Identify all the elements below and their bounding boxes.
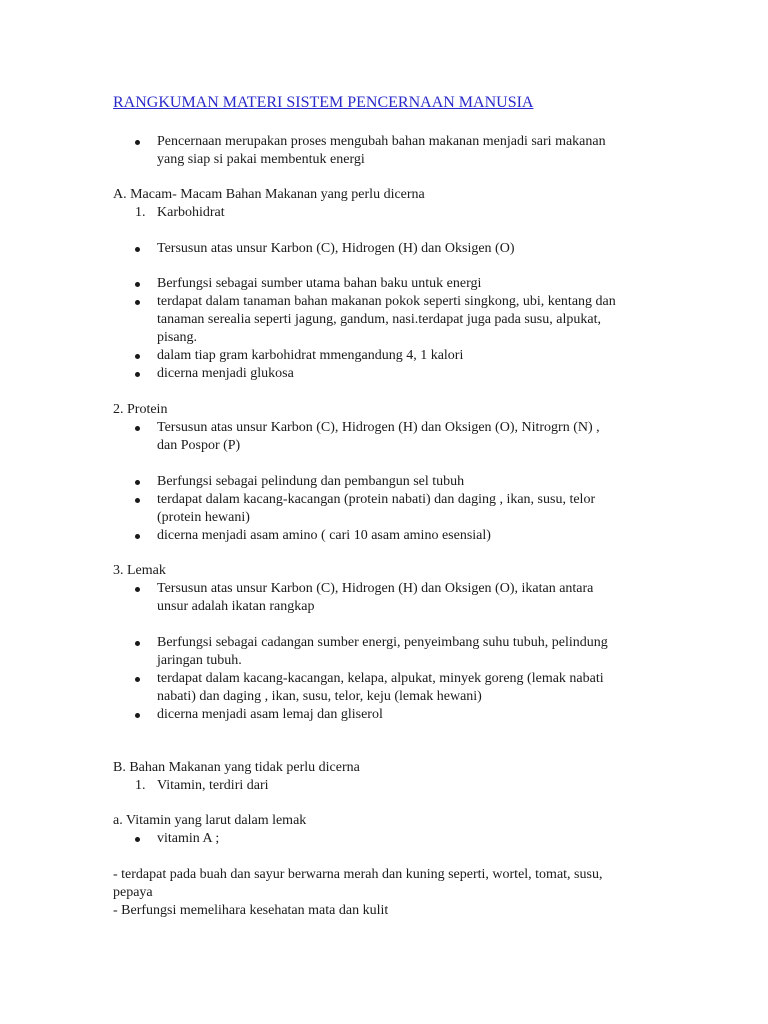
- bullet-icon: [135, 354, 140, 359]
- bullet-icon: [135, 426, 140, 431]
- list-item: vitamin A ;: [157, 831, 220, 846]
- list-number: 1.: [135, 205, 146, 220]
- list-item-label: Vitamin, terdiri dari: [157, 778, 269, 793]
- bullet-icon: [135, 480, 140, 485]
- bullet-icon: [135, 713, 140, 718]
- text-line: - Berfungsi memelihara kesehatan mata dan kulit: [113, 903, 389, 918]
- section-a-heading: A. Macam- Macam Bahan Makanan yang perlu dicerna: [113, 187, 425, 202]
- list-item: dicerna menjadi asam amino ( cari 10 asam amino esensial): [157, 528, 491, 543]
- list-item: terdapat dalam kacang-kacangan, kelapa, alpukat, minyek goreng (lemak nabati: [157, 671, 604, 686]
- list-number: 1.: [135, 778, 146, 793]
- list-item: dalam tiap gram karbohidrat mmengandung 4, 1 kalori: [157, 348, 464, 363]
- bullet-icon: [135, 300, 140, 305]
- list-item: jaringan tubuh.: [157, 653, 242, 668]
- bullet-icon: [135, 837, 140, 842]
- list-item: Tersusun atas unsur Karbon (C), Hidrogen (H) dan Oksigen (O), Nitrogrn (N) ,: [157, 420, 600, 435]
- list-item: tanaman serealia seperti jagung, gandum, nasi.terdapat juga pada susu, alpukat,: [157, 312, 601, 327]
- bullet-icon: [135, 372, 140, 377]
- bullet-icon: [135, 677, 140, 682]
- list-item: nabati) dan daging , ikan, susu, telor, keju (lemak hewani): [157, 689, 482, 704]
- list-item: pisang.: [157, 330, 198, 345]
- subsection-a: a. Vitamin yang larut dalam lemak: [113, 813, 307, 828]
- list-item: terdapat dalam tanaman bahan makanan pokok seperti singkong, ubi, kentang dan: [157, 294, 616, 309]
- list-item: Berfungsi sebagai pelindung dan pembangun sel tubuh: [157, 474, 465, 489]
- list-item: (protein hewani): [157, 510, 250, 525]
- bullet-icon: [135, 587, 140, 592]
- list-item: Berfungsi sebagai sumber utama bahan baku untuk energi: [157, 276, 482, 291]
- list-item: dicerna menjadi glukosa: [157, 366, 294, 381]
- bullet-icon: [135, 282, 140, 287]
- list-item: dicerna menjadi asam lemaj dan gliserol: [157, 707, 383, 722]
- subheading-protein: 2. Protein: [113, 402, 168, 417]
- section-b-heading: B. Bahan Makanan yang tidak perlu dicerna: [113, 760, 360, 775]
- list-item: Berfungsi sebagai cadangan sumber energi, penyeimbang suhu tubuh, pelindung: [157, 635, 608, 650]
- intro-line: yang siap si pakai membentuk energi: [157, 152, 365, 167]
- page-title: RANGKUMAN MATERI SISTEM PENCERNAAN MANUSIA: [113, 94, 534, 111]
- bullet-icon: [135, 247, 140, 252]
- subheading-lemak: 3. Lemak: [113, 563, 166, 578]
- bullet-icon: [135, 498, 140, 503]
- list-item: terdapat dalam kacang-kacangan (protein nabati) dan daging , ikan, susu, telor: [157, 492, 596, 507]
- list-item-label: Karbohidrat: [157, 205, 225, 220]
- list-item: Tersusun atas unsur Karbon (C), Hidrogen (H) dan Oksigen (O), ikatan antara: [157, 581, 594, 596]
- text-line: - terdapat pada buah dan sayur berwarna merah dan kuning seperti, wortel, tomat, susu,: [113, 867, 603, 882]
- bullet-icon: [135, 641, 140, 646]
- text-line: pepaya: [113, 885, 153, 900]
- list-item: Tersusun atas unsur Karbon (C), Hidrogen (H) dan Oksigen (O): [157, 241, 515, 256]
- bullet-icon: [135, 534, 140, 539]
- list-item: unsur adalah ikatan rangkap: [157, 599, 315, 614]
- list-item: dan Pospor (P): [157, 438, 241, 453]
- intro-line: Pencernaan merupakan proses mengubah bahan makanan menjadi sari makanan: [157, 134, 606, 149]
- bullet-icon: [135, 140, 140, 145]
